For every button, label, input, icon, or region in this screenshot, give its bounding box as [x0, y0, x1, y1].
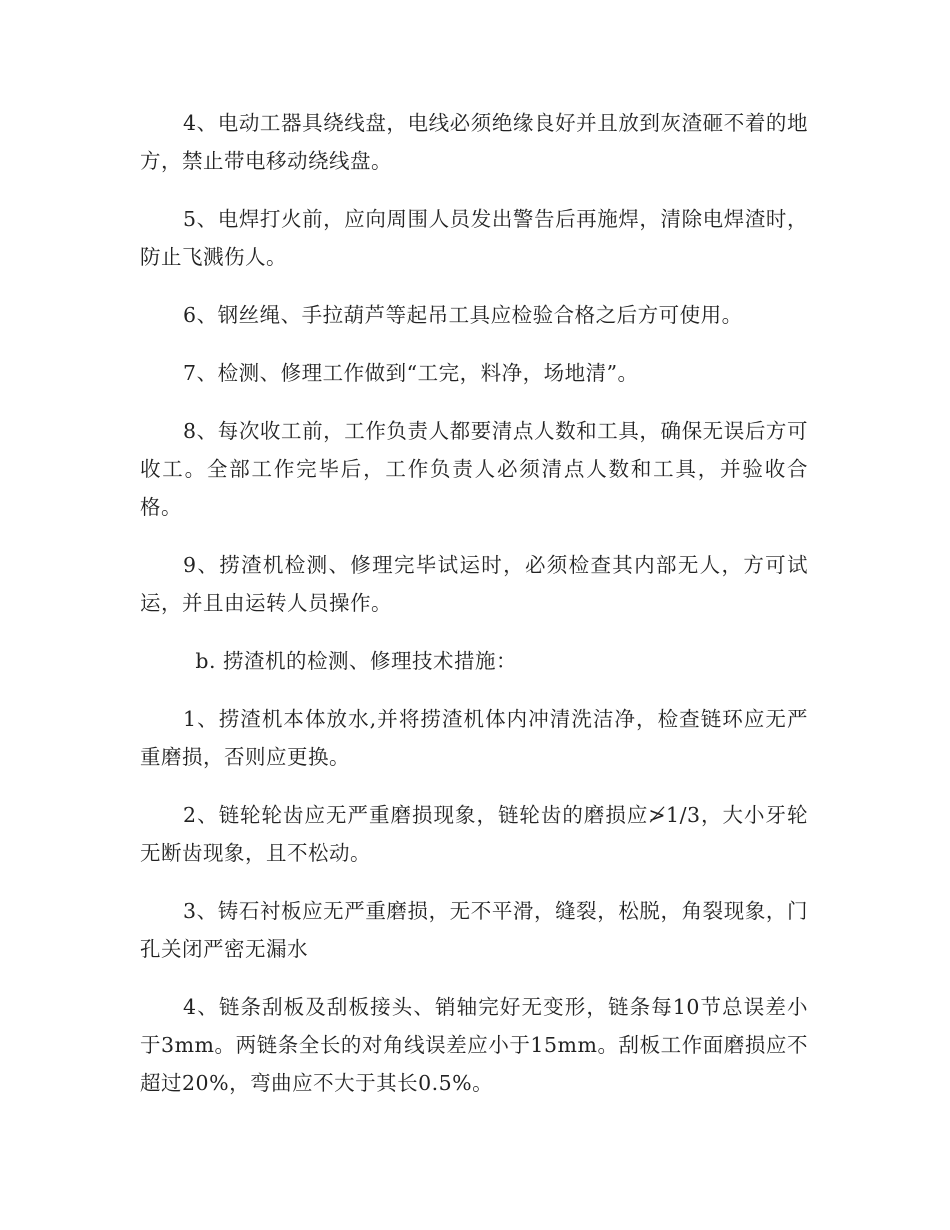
paragraph-item-6-lifting-tools: 6、钢丝绳、手拉葫芦等起吊工具应检验合格之后方可使用。: [183, 303, 743, 327]
document-page: [140, 104, 808, 1122]
paragraph-item-4-cable-reel: 4、电动工器具绕线盘，电线必须绝缘良好并且放到灰渣砸不着的地方，禁止带电移动绕线盘。: [140, 111, 808, 173]
paragraph-tech-2-sprocket: 2、链轮轮齿应无严重磨损现象，链轮齿的磨损应≯1/3，大小牙轮无断齿现象，且不松动。: [140, 803, 808, 865]
paragraph-tech-1-drain: 1、捞渣机本体放水,并将捞渣机体内冲清洗洁净，检查链环应无严重磨损，否则应更换。: [140, 707, 808, 769]
section-heading-b: b. 捞渣机的检测、修理技术措施：: [195, 649, 517, 673]
paragraph-tech-4-chain-scraper: 4、链条刮板及刮板接头、销轴完好无变形，链条每10节总误差小于3mm。两链条全长的对角线误差应小于15mm。刮板工作面磨损应不超过20%，弯曲应不大于其长0.5%。: [140, 995, 808, 1095]
paragraph-item-8-headcount: 8、每次收工前，工作负责人都要清点人数和工具，确保无误后方可收工。全部工作完毕后，工作负责人必须清点人数和工具，并验收合格。: [140, 419, 808, 519]
paragraph-item-9-trial-run: 9、捞渣机检测、修理完毕试运时，必须检查其内部无人，方可试运，并且由运转人员操作。: [140, 553, 808, 615]
paragraph-item-7-site-clean: 7、检测、修理工作做到“工完，料净，场地清”。: [183, 361, 639, 385]
paragraph-tech-3-liner: 3、铸石衬板应无严重磨损，无不平滑，缝裂，松脱，角裂现象，门孔关闭严密无漏水: [140, 899, 808, 961]
paragraph-item-5-welding: 5、电焊打火前，应向周围人员发出警告后再施焊，清除电焊渣时，防止飞溅伤人。: [140, 207, 808, 269]
